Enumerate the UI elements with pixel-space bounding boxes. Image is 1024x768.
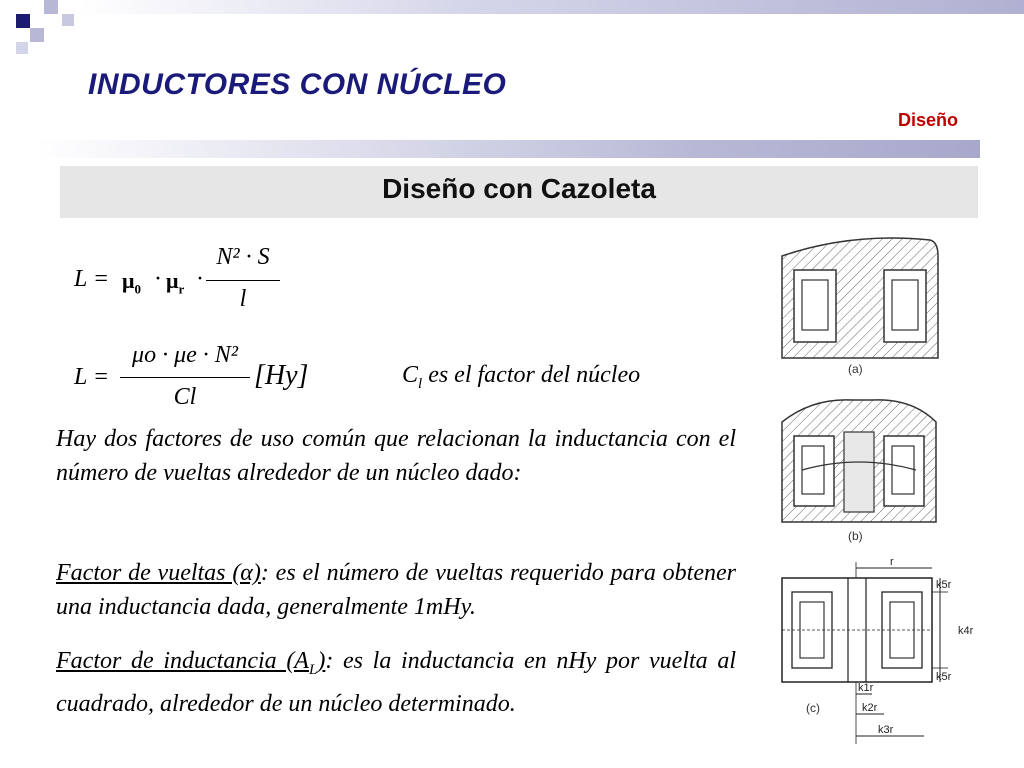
top-gradient-bar (80, 0, 1024, 14)
pot-core-figure-b (772, 392, 978, 550)
corner-square-dark (16, 14, 30, 28)
formula-2-numerator: μo · μe · N² (132, 342, 238, 368)
factor-vueltas-label: Factor de vueltas (α) (56, 560, 261, 586)
dim-r: r (890, 556, 894, 568)
factor-inductancia-paragraph: Factor de inductancia $(A_L)$: es la inductancia en nHy por vuelta al cuadrado, alrededor de un núcleo determinado. (56, 648, 737, 717)
formula-1-numerator: N² · S (216, 244, 270, 270)
factor-vueltas-paragraph: Factor de vueltas (α): es el número de vueltas requerido para obtener una inductancia dada, generalmente 1mHy. (56, 560, 736, 620)
formula-2-unit: [Hy] (254, 360, 309, 391)
figure-a-label: (a) (848, 362, 863, 376)
fraction-line (206, 280, 280, 281)
header-title: Diseño con Cazoleta (382, 173, 656, 204)
formula-1-dot: · (154, 266, 162, 292)
formula-1 (74, 244, 294, 324)
formula-2-lhs: L = (74, 364, 110, 390)
formula-1-lhs: L = (74, 266, 110, 292)
formula-1-mu0: $\mu_0$ (122, 268, 141, 297)
slide-title: INDUCTORES CON NÚCLEO (88, 68, 507, 101)
title-underline-bar (36, 140, 980, 158)
figure-c-label: (c) (806, 701, 820, 715)
dim-k5r-bottom: k5r (936, 671, 952, 683)
formula-1-dot: · (196, 266, 204, 292)
corner-square-light (44, 0, 58, 14)
corner-square-light (62, 14, 74, 26)
section-label: Diseño (898, 110, 959, 130)
pot-core-figure-a (772, 230, 978, 380)
corner-square-light (16, 42, 28, 54)
fraction-line (120, 377, 250, 378)
dim-k2r: k2r (862, 702, 878, 714)
intro-paragraph: Hay dos factores de uso común que relacionan la inductancia con el número de vueltas alrededor de un núcleo dado: (56, 426, 736, 486)
dim-k5r-top: k5r (936, 579, 952, 591)
figure-b-label: (b) (848, 529, 863, 543)
dim-k4r: k4r (958, 625, 974, 637)
formula-1-denominator: l (239, 286, 247, 312)
dim-k3r: k3r (878, 724, 894, 736)
dim-k1r: k1r (858, 682, 874, 694)
core-factor-note: $C_l$ es el factor del núcleo (402, 362, 641, 392)
pot-core-figure-c (772, 556, 982, 746)
formula-2 (74, 340, 354, 420)
corner-square-light (30, 28, 44, 42)
formula-1-mur: $\mu_r$ (166, 268, 185, 297)
formula-2-denominator: Cl (173, 384, 197, 410)
factor-inductancia-label: Factor de inductancia $(A_L)$ (56, 648, 326, 678)
